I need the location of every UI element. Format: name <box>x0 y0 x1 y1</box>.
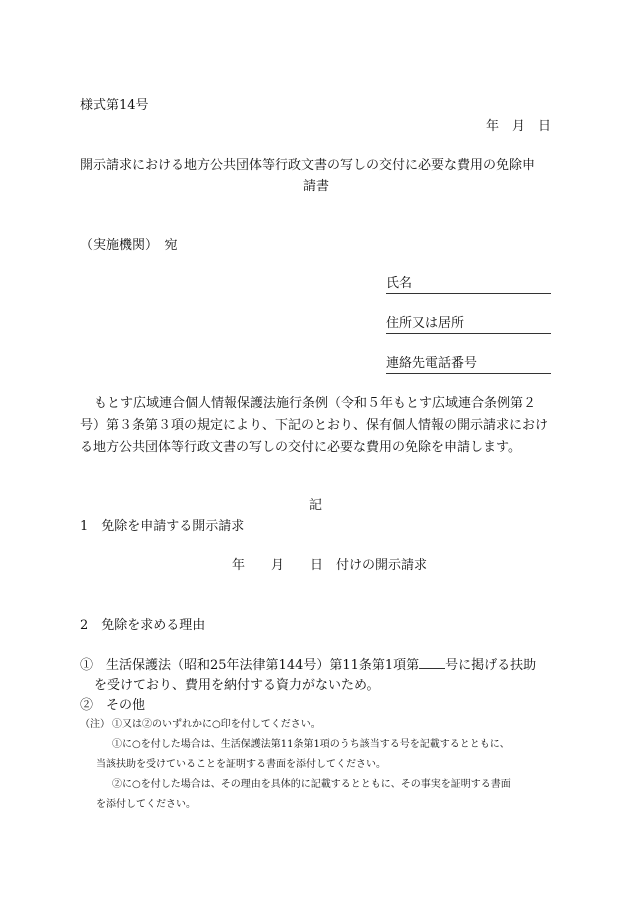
note-line-4: ②に○を付した場合は、その理由を具体的に記載するとともに、その事実を証明する書面 <box>112 779 511 790</box>
section-1-date: 年 月 日 付けの開示請求 <box>232 558 428 573</box>
reason-2: ② その他 <box>80 698 146 713</box>
reason-1-blank[interactable] <box>419 656 445 669</box>
body-line-2: 号）第３条第３項の規定により、下記のとおり、保有個人情報の開示請求におけ <box>80 418 549 433</box>
reason-1 <box>80 656 536 675</box>
body-line-3: る地方公共団体等行政文書の写しの交付に必要な費用の免除を申請します。 <box>80 440 521 455</box>
body-line-1: もとす広域連合個人情報保護法施行条例（令和５年もとす広域連合条例第２ <box>94 396 537 411</box>
name-field[interactable] <box>386 275 551 294</box>
name-label: 氏名 <box>386 276 413 291</box>
reason-1-text-b: 号に掲げる扶助 <box>445 658 537 673</box>
note-line-5: を添付してください。 <box>96 799 196 810</box>
notes-label: （注） <box>80 719 110 730</box>
date-line: 年 月 日 <box>486 119 552 134</box>
phone-label: 連絡先電話番号 <box>386 356 478 371</box>
note-line-2: ①に○を付した場合は、生活保護法第11条第1項のうち該当する号を記載するとともに、 <box>112 739 510 750</box>
address-label: 住所又は居所 <box>386 316 465 331</box>
addressee: （実施機関） 宛 <box>80 238 178 253</box>
ki-heading: 記 <box>309 498 323 513</box>
note-line-3: 当該扶助を受けていることを証明する書面を添付してください。 <box>96 759 386 770</box>
title-line-2: 請書 <box>303 179 330 194</box>
section-1-title: 1 免除を申請する開示請求 <box>80 519 245 534</box>
form-number: 様式第14号 <box>80 98 149 113</box>
title-line-1: 開示請求における地方公共団体等行政文書の写しの交付に必要な費用の免除申 <box>80 158 536 173</box>
phone-field[interactable] <box>386 355 551 374</box>
address-field[interactable] <box>386 315 551 334</box>
note-line-1: ①又は②のいずれかに○印を付してください。 <box>112 719 321 730</box>
section-2-title: 2 免除を求める理由 <box>80 618 206 633</box>
reason-1-line-2: を受けており、費用を納付する資力がないため。 <box>94 678 380 693</box>
reason-1-text-a: ① 生活保護法（昭和25年法律第144号）第11条第1項第 <box>80 658 420 673</box>
